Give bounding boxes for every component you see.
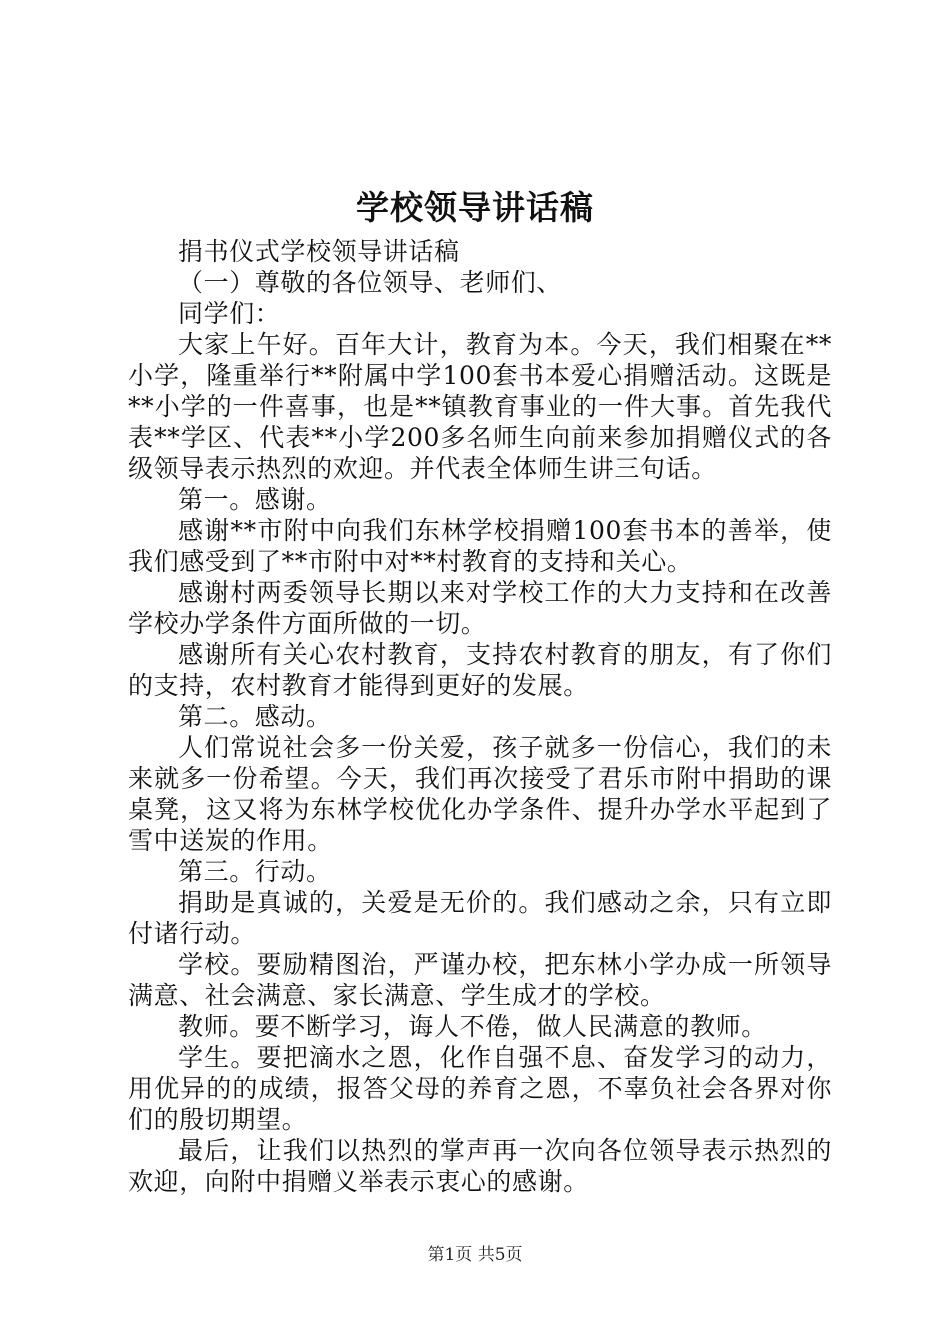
paragraph: 同学们：: [178, 299, 281, 328]
paragraph: 感谢所有关心农村教育，支持农村教育的朋友，有了你们的支持，农村教育才能得到更好的发展。: [128, 640, 832, 700]
paragraph: 大家上午好。百年大计，教育为本。今天，我们相聚在**小学，隆重举行**附属中学100套书本爱心捐赠活动。这既是**小学的一件喜事，也是**镇教育事业的一件大事。首先我代表**学区、代表**小学200多名师生向前来参加捐赠仪式的各级领导表示热烈的欢迎。并代表全体师生讲三句话。: [128, 330, 832, 483]
paragraph: 捐助是真诚的，关爱是无价的。我们感动之余，只有立即付诸行动。: [128, 888, 832, 948]
paragraph: 第一。感谢。: [178, 485, 332, 514]
paragraph: 人们常说社会多一份关爱，孩子就多一份信心，我们的未来就多一份希望。今天，我们再次接受了君乐市附中捐助的课桌凳，这又将为东林学校优化办学条件、提升办学水平起到了雪中送炭的作用。: [128, 733, 832, 855]
paragraph: 第三。行动。: [178, 857, 332, 886]
paragraph: 学生。要把滴水之恩，化作自强不息、奋发学习的动力，用优异的的成绩，报答父母的养育之恩，不辜负社会各界对你们的殷切期望。: [128, 1043, 832, 1134]
paragraph: 感谢**市附中向我们东林学校捐赠100套书本的善举，使我们感受到了**市附中对**村教育的支持和关心。: [128, 516, 832, 576]
paragraph: 教师。要不断学习，诲人不倦，做人民满意的教师。: [178, 1012, 767, 1041]
paragraph: 学校。要励精图治，严谨办校，把东林小学办成一所领导满意、社会满意、家长满意、学生成才的学校。: [128, 950, 832, 1010]
paragraph: 第二。感动。: [178, 702, 332, 731]
paragraph: 捐书仪式学校领导讲话稿: [178, 237, 460, 266]
document-body: [128, 236, 832, 1197]
page-footer: 第1页 共5页: [427, 1245, 523, 1265]
paragraph: 最后，让我们以热烈的掌声再一次向各位领导表示热烈的欢迎，向附中捐赠义举表示衷心的感谢。: [128, 1136, 832, 1196]
document-title: 学校领导讲话稿: [356, 188, 594, 227]
paragraph: 感谢村两委领导长期以来对学校工作的大力支持和在改善学校办学条件方面所做的一切。: [128, 578, 832, 638]
paragraph: （一）尊敬的各位领导、老师们、: [178, 268, 563, 297]
